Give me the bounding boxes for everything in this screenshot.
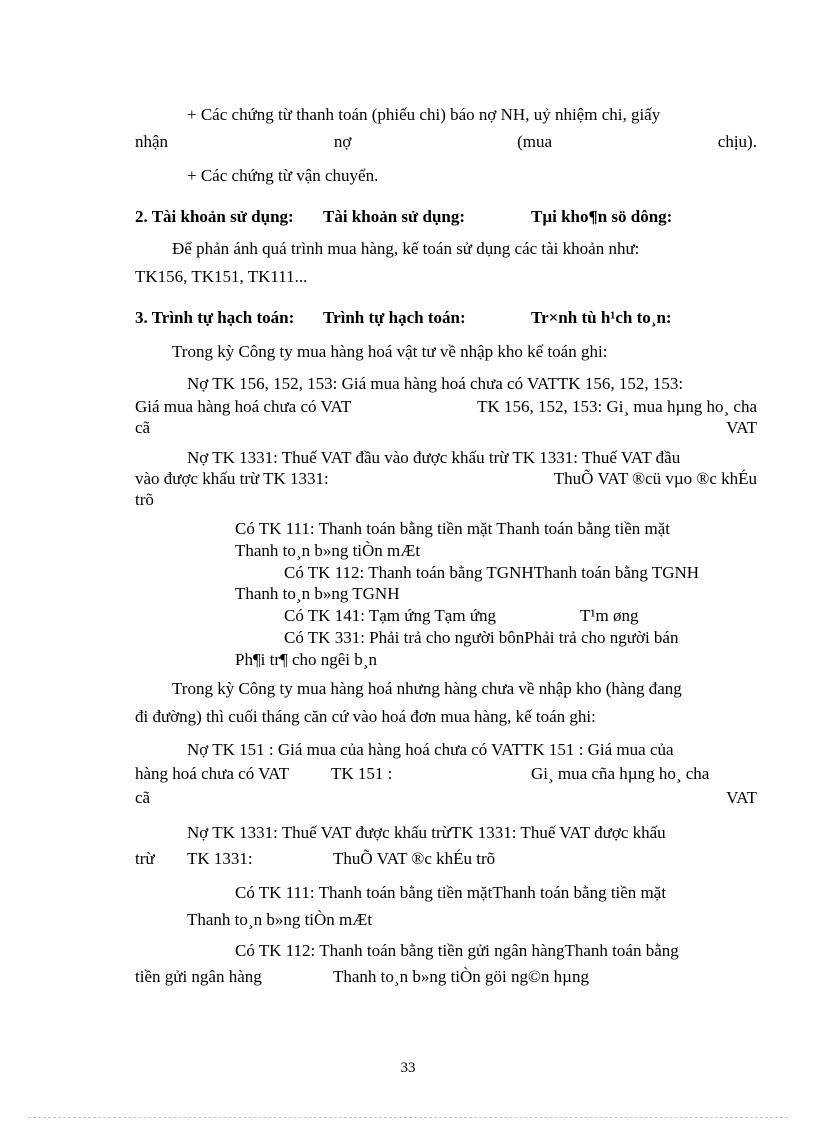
text: đi đường) thì cuối tháng căn cứ vào hoá đơn mua hàng, kế toán ghi: [135, 707, 596, 726]
text: TK 156, 152, 153: Gi¸ mua hµng ho¸ cha [477, 397, 757, 416]
heading-text: Tài khoản sử dụng: [323, 207, 466, 226]
text: ThuÕ VAT ®c khÉu trõ [333, 849, 496, 868]
text: Có TK 111: Thanh toán bằng tiền mặt Thanh toán bằng tiền mặt [235, 519, 670, 538]
text: Có TK 331: Phải trả cho người bônPhải trả cho người bán [284, 628, 679, 647]
text: Thanh to¸n b»ng tiÒn göi ng©n hµng [333, 967, 589, 986]
text: (mua [517, 132, 553, 151]
entry-line [135, 848, 155, 870]
entry-line [187, 447, 757, 469]
text: chịu). [717, 132, 757, 151]
entry-line [135, 787, 757, 809]
entry-line [235, 882, 666, 904]
text: Nợ TK 1331: Thuế VAT đầu vào được khấu trừ TK 1331: Thuế VAT đầu [187, 448, 681, 467]
entry-line [531, 763, 757, 785]
text: ThuÕ VAT ®cü vµo ®c khÉu [553, 469, 757, 488]
entry-line [135, 763, 289, 785]
entry-line [235, 518, 757, 540]
section-heading [531, 307, 672, 329]
text: TK 1331: [187, 849, 253, 868]
text: VAT [726, 418, 757, 437]
paragraph-line [172, 238, 757, 260]
text: Trong kỳ Công ty mua hàng hoá vật tư về nhập kho kế toán ghi: [172, 342, 608, 361]
text: Gi¸ mua cña hµng ho¸ cha [531, 764, 710, 783]
section-heading [135, 307, 294, 329]
text: tiền gửi ngân hàng [135, 967, 262, 986]
text: trừ [135, 849, 155, 868]
heading-text: Tr×nh tù h¹ch to¸n: [531, 308, 672, 327]
entry-line [187, 909, 372, 931]
entry-line [333, 848, 495, 870]
entry-line [187, 373, 757, 395]
entry-line [331, 763, 392, 785]
text: Trong kỳ Công ty mua hàng hoá nhưng hàng chưa về nhập kho (hàng đang [172, 679, 682, 698]
text: Có TK 112: Thanh toán bằng TGNHThanh toán bằng TGNH [284, 563, 700, 582]
entry-line [187, 739, 757, 761]
text: VAT [726, 788, 757, 807]
entry-line [284, 562, 757, 584]
text: Để phản ánh quá trình mua hàng, kế toán sử dụng các tài khoản như: [172, 239, 640, 258]
text: Nợ TK 151 : Giá mua của hàng hoá chưa có VATTK 151 : Giá mua của [187, 740, 674, 759]
entry-line [235, 583, 399, 605]
entry-line [135, 417, 757, 439]
text: Thanh to¸n b»ng TGNH [235, 584, 400, 603]
text: TK156, TK151, TK111... [135, 267, 308, 286]
entry-line [135, 396, 757, 418]
text: cã [135, 788, 151, 807]
entry-line [135, 468, 757, 490]
section-heading [323, 206, 465, 228]
paragraph-line [135, 131, 757, 153]
text: cã [135, 418, 151, 437]
text: vào được khấu trừ TK 1331: [135, 469, 329, 488]
section-heading [531, 206, 672, 228]
paragraph-line [135, 706, 596, 728]
entry-line [235, 649, 377, 671]
paragraph-line [135, 266, 307, 288]
entry-line [187, 848, 253, 870]
heading-text: Trình tự hạch toán: [323, 308, 466, 327]
section-heading [323, 307, 466, 329]
heading-text: 3. Trình tự hạch toán: [135, 308, 295, 327]
text: Có TK 112: Thanh toán bằng tiền gửi ngân hàngThanh toán bằng [235, 941, 679, 960]
page-number: 33 [400, 1060, 416, 1076]
text: trõ [135, 490, 154, 509]
text: Thanh to¸n b»ng tiÒn mÆt [187, 910, 373, 929]
paragraph-line [172, 341, 757, 363]
paragraph-line [172, 678, 757, 700]
heading-text: 2. Tài khoản sử dụng: [135, 207, 294, 226]
text: Ph¶i tr¶ cho ngêi b¸n [235, 650, 377, 669]
entry-line [135, 489, 154, 511]
text: Có TK 141: Tạm ứng Tạm ứng [284, 606, 497, 625]
entry-line [235, 540, 420, 562]
heading-text: Tµi kho¶n sö dông: [531, 207, 673, 226]
entry-line [580, 605, 638, 627]
entry-line [235, 940, 757, 962]
text: + Các chứng từ vận chuyển. [187, 166, 379, 185]
entry-line [284, 605, 496, 627]
entry-line [333, 966, 589, 988]
text: nợ [333, 132, 352, 151]
entry-line [135, 966, 262, 988]
text: + Các chứng từ thanh toán (phiếu chi) báo nợ NH, uỷ nhiệm chi, giấy [187, 105, 661, 124]
text: T¹m øng [580, 606, 639, 625]
paragraph-line [187, 104, 757, 126]
page-bottom-divider [28, 1117, 788, 1118]
text: Giá mua hàng hoá chưa có VAT [135, 397, 352, 416]
text: Có TK 111: Thanh toán bằng tiền mặtThanh toán bằng tiền mặt [235, 883, 667, 902]
paragraph-line [187, 165, 378, 187]
text: hàng hoá chưa có VAT [135, 764, 289, 783]
text: Nợ TK 156, 152, 153: Giá mua hàng hoá chưa có VATTK 156, 152, 153: [187, 374, 684, 393]
text: Thanh to¸n b»ng tiÒn mÆt [235, 541, 421, 560]
text: nhận [135, 132, 169, 151]
entry-line [284, 627, 757, 649]
entry-line [187, 822, 757, 844]
text: Nợ TK 1331: Thuế VAT được khấu trừTK 1331: Thuế VAT được khấu [187, 823, 666, 842]
section-heading [135, 206, 294, 228]
text: TK 151 : [331, 764, 393, 783]
